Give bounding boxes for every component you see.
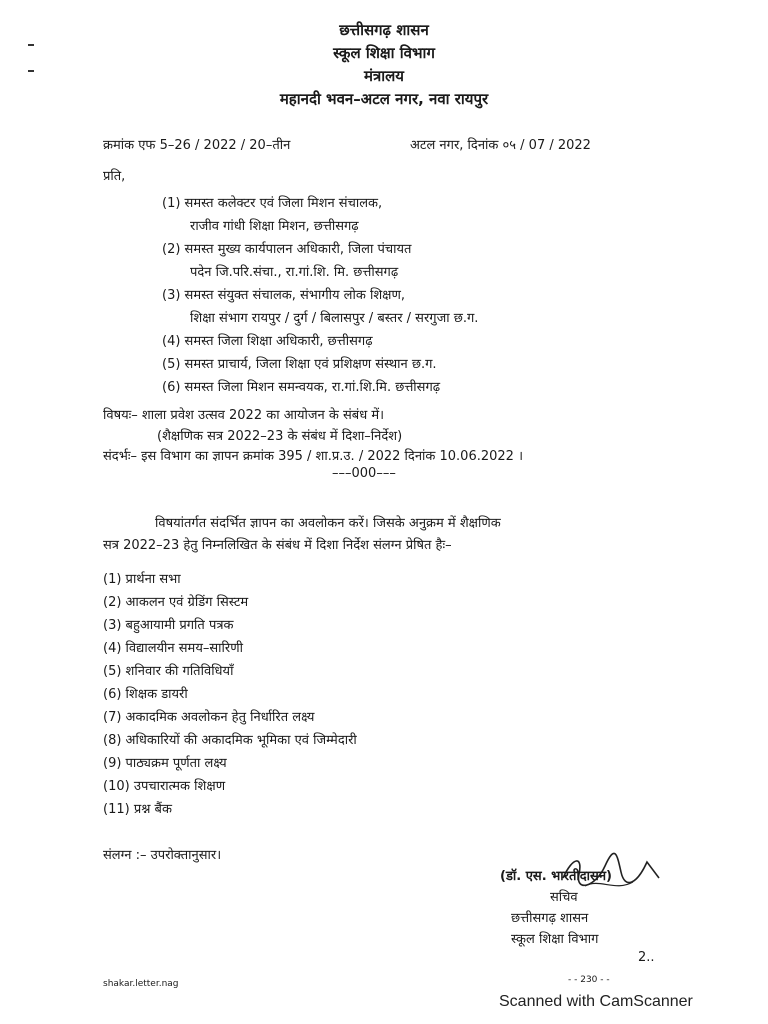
list-item: (11) प्रश्न बैंक <box>103 802 172 817</box>
ref-date: अटल नगर, दिनांक ०५ / 07 / 2022 <box>410 138 591 153</box>
signatory-org: स्कूल शिक्षा विभाग <box>511 932 599 947</box>
list-item: (8) अधिकारियों की अकादमिक भूमिका एवं जिम्मेदारी <box>103 733 357 748</box>
prati-label: प्रति, <box>103 169 126 184</box>
list-item: (1) प्रार्थना सभा <box>103 572 181 587</box>
list-item: (7) अकादमिक अवलोकन हेतु निर्धारित लक्ष्य <box>103 710 315 725</box>
recipient-line: पदेन जि.परि.संचा., रा.गां.शि. मि. छत्तीसगढ़ <box>190 265 399 280</box>
page-number: - - 230 - - <box>568 975 610 985</box>
ref-number: क्रमांक एफ 5–26 / 2022 / 20–तीन <box>103 138 291 153</box>
recipient-line: (4) समस्त जिला शिक्षा अधिकारी, छत्तीसगढ़ <box>162 334 373 349</box>
signatory-designation: सचिव <box>550 890 578 905</box>
recipient-line: (6) समस्त जिला मिशन समन्वयक, रा.गां.शि.मि. छत्तीसगढ़ <box>162 380 441 395</box>
list-item: (6) शिक्षक डायरी <box>103 687 188 702</box>
recipient-line: (2) समस्त मुख्य कार्यपालन अधिकारी, जिला पंचायत <box>162 242 412 257</box>
recipient-line: राजीव गांधी शिक्षा मिशन, छत्तीसगढ़ <box>190 219 359 234</box>
list-item: (9) पाठ्यक्रम पूर्णता लक्ष्य <box>103 756 227 771</box>
header-dept: स्कूल शिक्षा विभाग <box>333 44 435 62</box>
header-govt: छत्तीसगढ़ शासन <box>339 21 429 39</box>
header-ministry: मंत्रालय <box>363 67 404 85</box>
recipient-line: (1) समस्त कलेक्टर एवं जिला मिशन संचालक, <box>162 196 383 211</box>
list-item: (5) शनिवार की गतिविधियाँ <box>103 664 234 679</box>
list-item: (2) आकलन एवं ग्रेडिंग सिस्टम <box>103 595 249 610</box>
enclosure-line: संलग्न :– उपरोक्तानुसार। <box>103 848 222 863</box>
list-item: (3) बहुआयामी प्रगति पत्रक <box>103 618 234 633</box>
signatory-name: (डॉ. एस. भारतीदासन) <box>500 869 612 884</box>
recipient-line: (3) समस्त संयुक्त संचालक, संभागीय लोक शिक्षण, <box>162 288 406 303</box>
list-item: (4) विद्यालयीन समय–सारिणी <box>103 641 243 656</box>
recipient-line: (5) समस्त प्राचार्य, जिला शिक्षा एवं प्रशिक्षण संस्थान छ.ग. <box>162 357 437 372</box>
body-paragraph: विषयांतर्गत संदर्भित ज्ञापन का अवलोकन करें। जिसके अनुक्रम में शैक्षणिक <box>155 516 501 531</box>
file-name: shakar.letter.nag <box>103 979 179 989</box>
reference-line: संदर्भः– इस विभाग का ज्ञापन क्रमांक 395 / शा.प्र.उ. / 2022 दिनांक 10.06.2022 । <box>103 449 524 464</box>
separator: –––000––– <box>332 466 396 481</box>
body-paragraph: सत्र 2022–23 हेतु निम्नलिखित के संबंध में दिशा निर्देश संलग्न प्रेषित हैः– <box>103 538 452 553</box>
camscanner-watermark: Scanned with CamScanner <box>499 993 693 1010</box>
header-address: महानदी भवन–अटल नगर, नवा रायपुर <box>279 90 489 108</box>
list-item: (10) उपचारात्मक शिक्षण <box>103 779 226 794</box>
subject-subline: (शैक्षणिक सत्र 2022–23 के संबंध में दिशा–निर्देश) <box>157 429 403 444</box>
signatory-org: छत्तीसगढ़ शासन <box>511 911 589 926</box>
page-continuation: 2.. <box>638 950 655 965</box>
recipient-line: शिक्षा संभाग रायपुर / दुर्ग / बिलासपुर / बस्तर / सरगुजा छ.ग. <box>190 311 479 326</box>
subject-line: विषयः– शाला प्रवेश उत्सव 2022 का आयोजन के संबंध में। <box>103 408 385 423</box>
